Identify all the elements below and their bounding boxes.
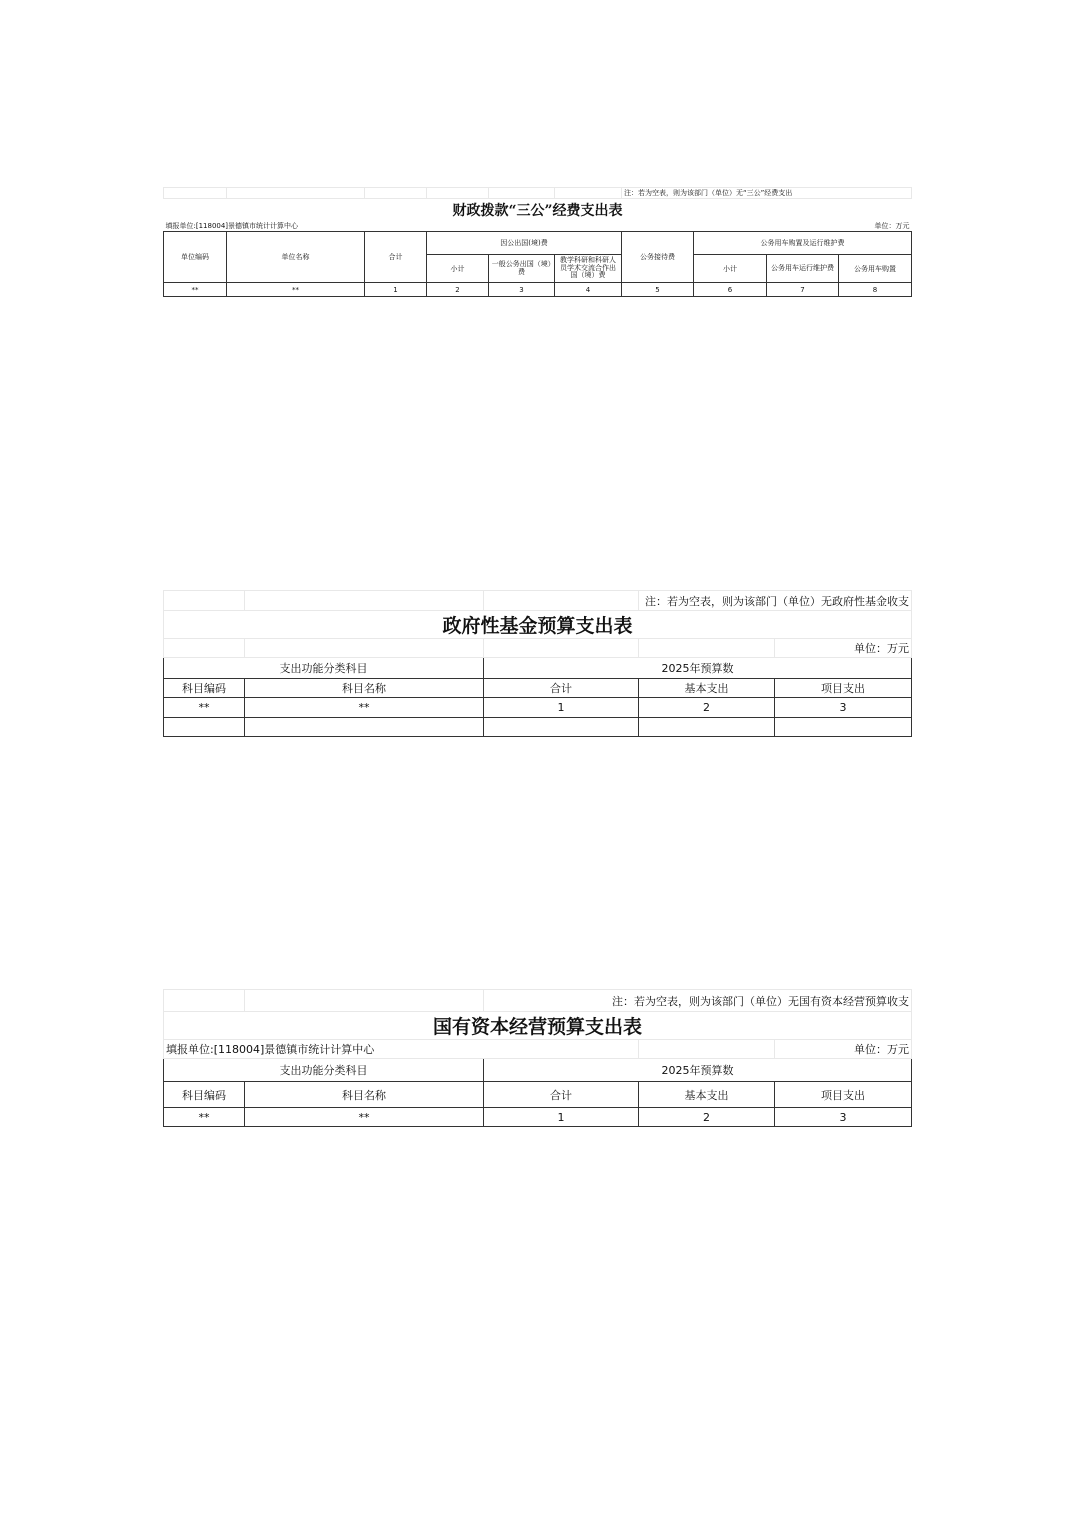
empty-cell [164, 718, 245, 737]
header-abroad-academic: 教学科研和科研人员学术交流合作出国（境）费 [555, 255, 622, 283]
header-total: 合计 [484, 1082, 639, 1108]
index-cell: 8 [839, 283, 912, 297]
sheet-title: 财政拨款“三公”经费支出表 [452, 202, 623, 219]
index-cell: 2 [427, 283, 489, 297]
header-abroad-subtotal: 小计 [427, 255, 489, 283]
sheet-title: 政府性基金预算支出表 [164, 611, 912, 639]
header-project-expense: 项目支出 [775, 1082, 912, 1108]
header-subject-name: 科目名称 [245, 679, 484, 698]
index-cell: 1 [365, 283, 427, 297]
index-cell: 6 [694, 283, 767, 297]
header-budget-2025: 2025年预算数 [484, 1059, 912, 1082]
empty-cell [245, 718, 484, 737]
header-total: 合计 [365, 232, 427, 283]
amount-unit: 单位：万元 [775, 639, 912, 658]
index-cell: 4 [555, 283, 622, 297]
header-abroad-general: 一般公务出国（境）费 [489, 255, 555, 283]
index-cell: 3 [775, 1108, 912, 1127]
header-project-expense: 项目支出 [775, 679, 912, 698]
header-function-category: 支出功能分类科目 [164, 1059, 484, 1082]
index-cell: 1 [484, 698, 639, 718]
index-cell: 2 [639, 1108, 775, 1127]
header-vehicle-group: 公务用车购置及运行维护费 [694, 232, 912, 255]
empty-cell [484, 718, 639, 737]
index-cell: 3 [489, 283, 555, 297]
header-basic-expense: 基本支出 [639, 679, 775, 698]
reporting-unit: 填报单位:[118004]景德镇市统计计算中心 [164, 1040, 639, 1059]
index-cell: 7 [767, 283, 839, 297]
header-budget-2025: 2025年预算数 [484, 658, 912, 679]
sheet-note: 注：若为空表，则为该部门（单位）无政府性基金收支 [639, 591, 912, 611]
sheet-note: 注：若为空表，则为该部门（单位）无国有资本经营预算收支 [484, 990, 912, 1012]
header-vehicle-purchase: 公务用车购置 [839, 255, 912, 283]
index-cell: ** [164, 283, 227, 297]
header-unit-name: 单位名称 [227, 232, 365, 283]
empty-cell [775, 718, 912, 737]
header-basic-expense: 基本支出 [639, 1082, 775, 1108]
amount-unit: 单位：万元 [775, 1040, 912, 1059]
index-cell: ** [245, 698, 484, 718]
header-abroad-group: 因公出国(境)费 [427, 232, 622, 255]
header-reception: 公务接待费 [622, 232, 694, 283]
index-cell: 5 [622, 283, 694, 297]
index-cell: 3 [775, 698, 912, 718]
header-subject-code: 科目编码 [164, 1082, 245, 1108]
header-function-category: 支出功能分类科目 [164, 658, 484, 679]
header-subject-code: 科目编码 [164, 679, 245, 698]
header-vehicle-subtotal: 小计 [694, 255, 767, 283]
sheet-title: 国有资本经营预算支出表 [164, 1012, 912, 1040]
reporting-unit: 填报单位:[118004]景德镇市统计计算中心 [165, 221, 299, 230]
amount-unit: 单位：万元 [874, 221, 910, 230]
index-cell: 1 [484, 1108, 639, 1127]
government-fund-budget-sheet [163, 590, 911, 737]
index-cell: ** [164, 698, 245, 718]
empty-cell [639, 718, 775, 737]
index-cell: ** [164, 1108, 245, 1127]
three-public-expenses-sheet [163, 187, 911, 297]
header-vehicle-operation: 公务用车运行维护费 [767, 255, 839, 283]
header-unit-code: 单位编码 [164, 232, 227, 283]
header-subject-name: 科目名称 [245, 1082, 484, 1108]
state-capital-budget-sheet [163, 989, 911, 1127]
index-cell: ** [245, 1108, 484, 1127]
index-cell: 2 [639, 698, 775, 718]
index-cell: ** [227, 283, 365, 297]
sheet-note: 注：若为空表，则为该部门（单位）无“三公”经费支出 [622, 188, 912, 199]
header-total: 合计 [484, 679, 639, 698]
